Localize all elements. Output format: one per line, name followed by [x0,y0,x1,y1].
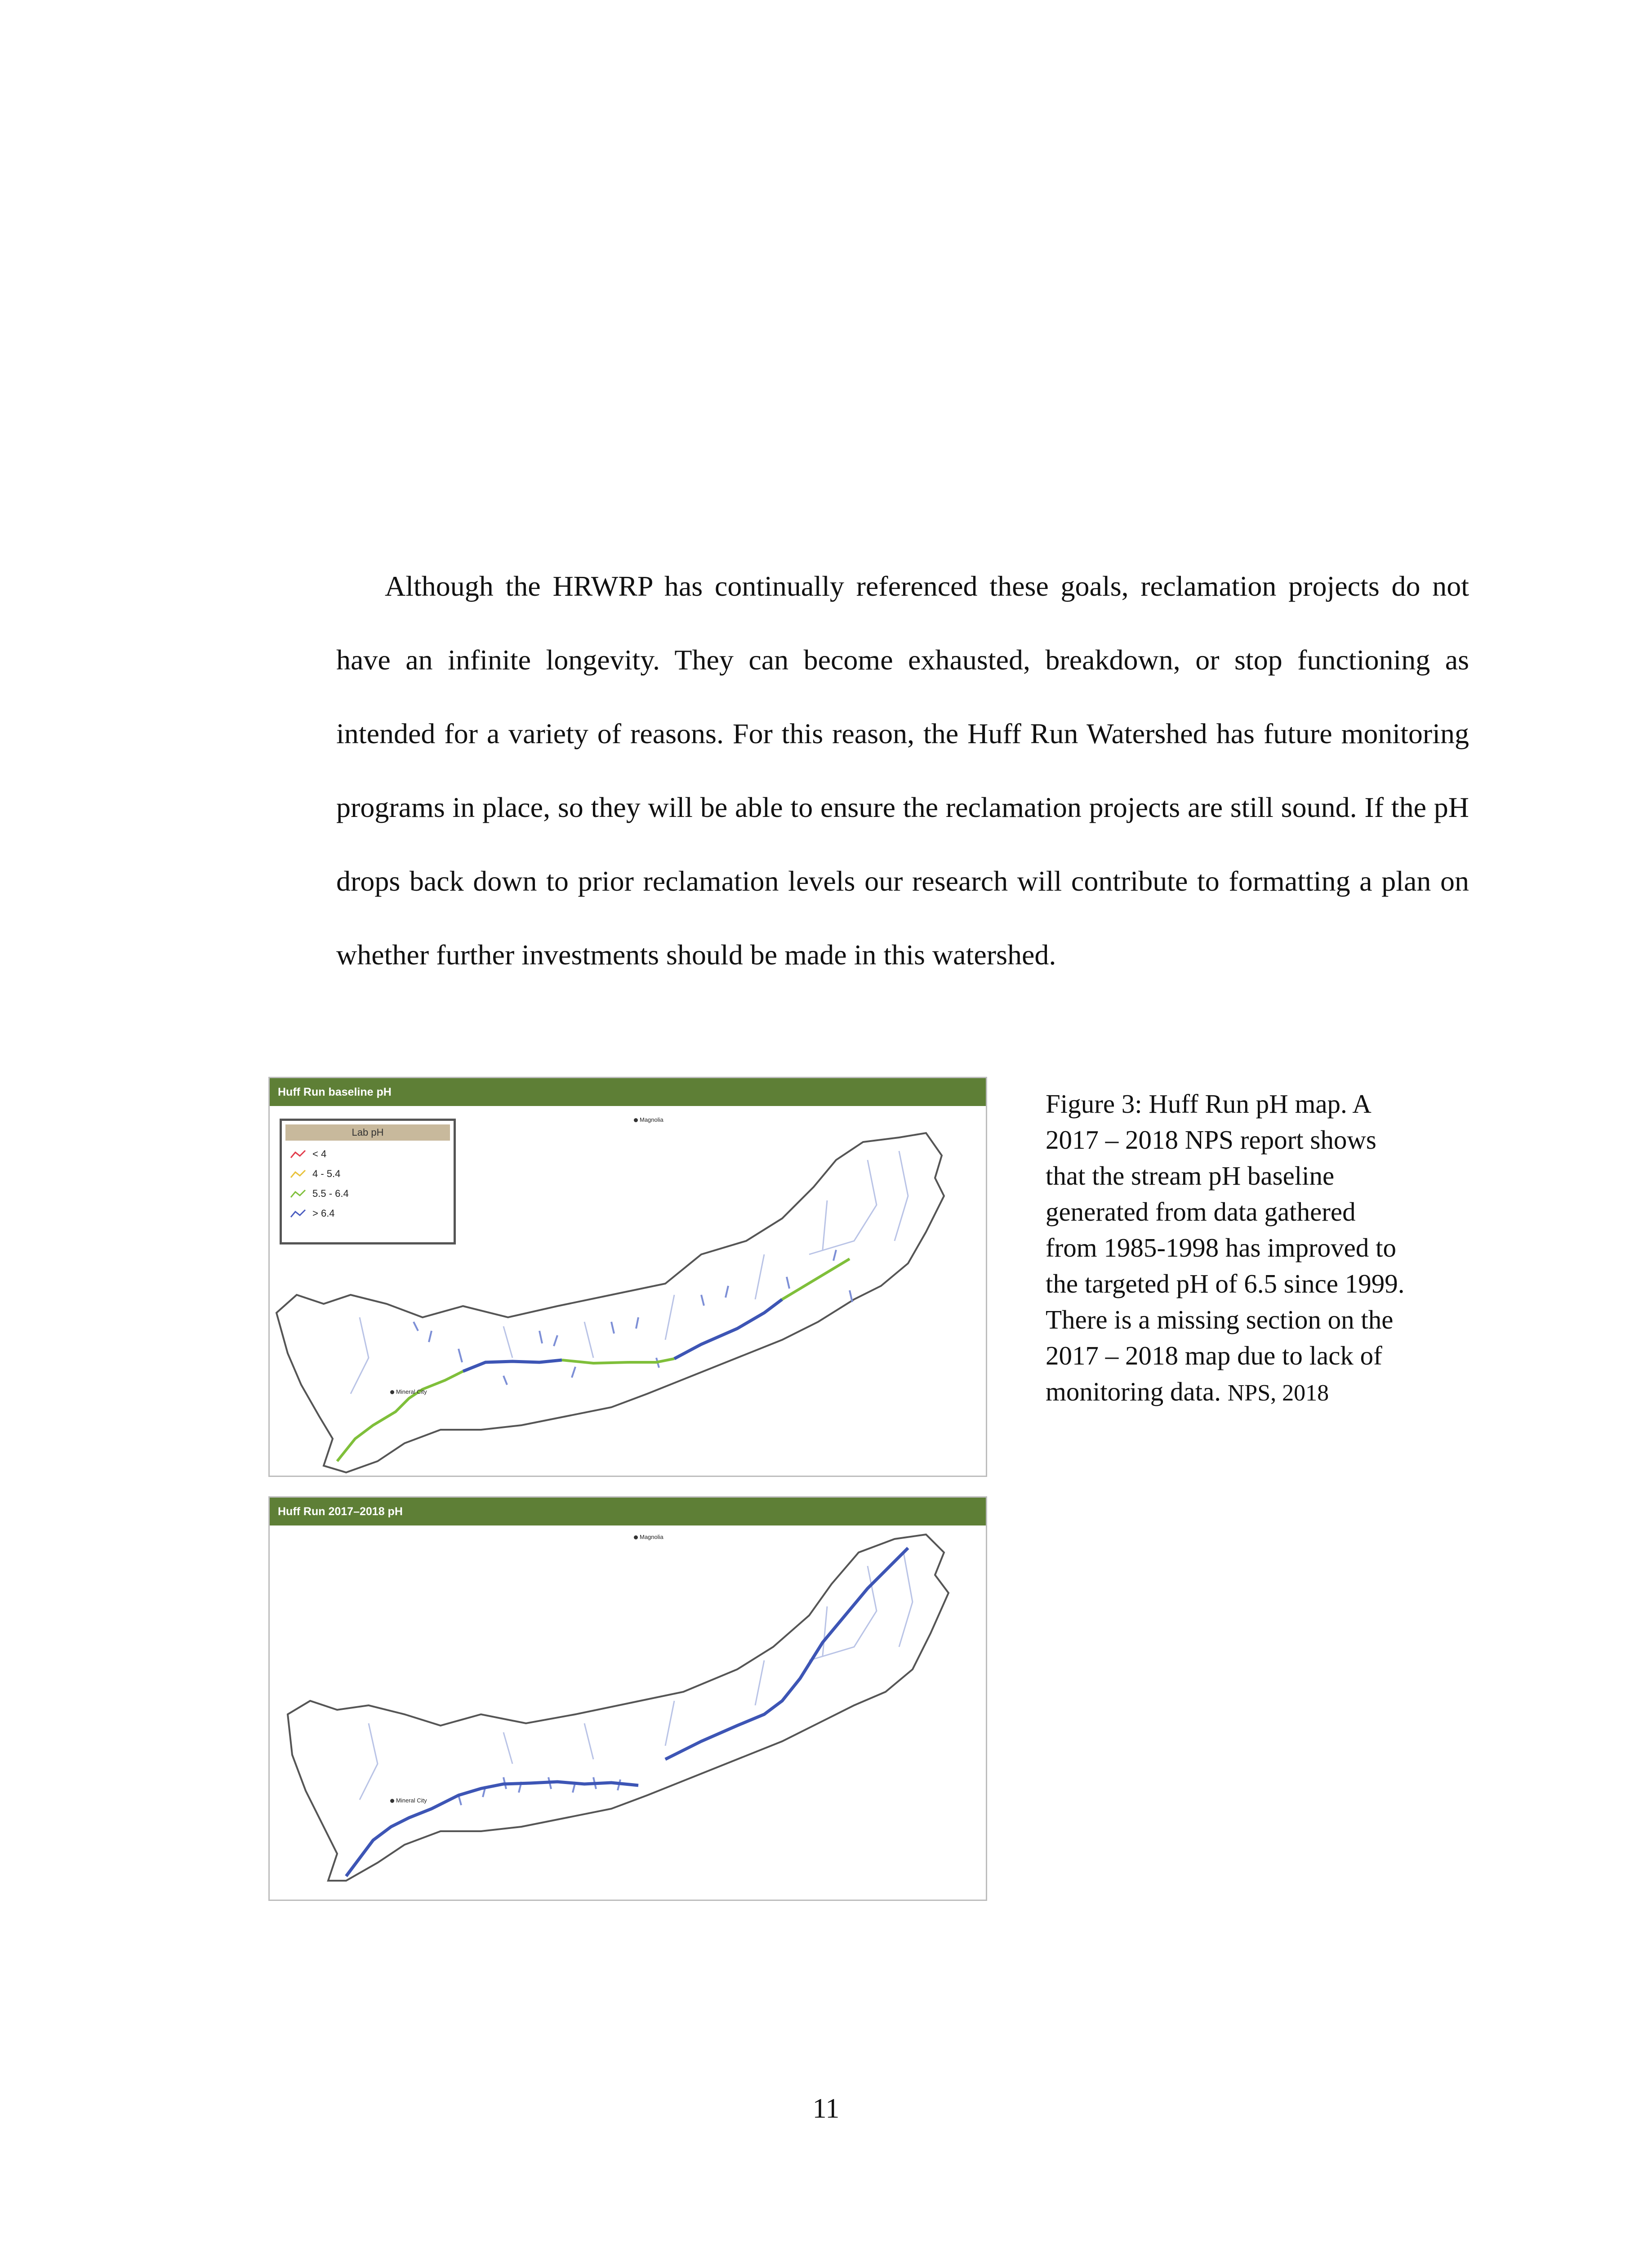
yellow-line-icon [290,1169,306,1178]
page-number: 11 [812,2093,840,2124]
place-marker-icon [390,1799,394,1803]
place-mineral-city: Mineral City [390,1797,427,1804]
place-marker-icon [634,1535,638,1539]
caption-citation: NPS, 2018 [1227,1380,1329,1406]
place-marker-icon [634,1118,638,1122]
place-magnolia: Magnolia [634,1534,663,1540]
legend-title: Lab pH [285,1124,450,1141]
legend-label: 5.5 - 6.4 [312,1188,349,1199]
2017-2018-map-title: Huff Run 2017–2018 pH [270,1498,986,1525]
baseline-map-title: Huff Run baseline pH [270,1078,986,1106]
blue-line-icon [290,1209,306,1218]
2017-2018-ph-map [268,1496,987,1901]
place-marker-icon [390,1390,394,1394]
legend-item [282,1144,454,1164]
baseline-ph-map [268,1077,987,1477]
legend-item [282,1204,454,1223]
ph-legend [280,1119,456,1244]
figure-caption [1046,1086,1405,1411]
place-magnolia: Magnolia [634,1116,663,1123]
2017-2018-map-graphic [270,1525,986,1900]
green-line-icon [290,1189,306,1198]
place-mineral-city: Mineral City [390,1388,427,1395]
legend-label: > 6.4 [312,1208,335,1219]
caption-text: Figure 3: Huff Run pH map. A 2017 – 2018 NPS report shows that the stream pH baseline generated from data gathered from 1985-1998 has improved to the targeted pH of 6.5 since 1999. There is a missing section on the 2017 – 2018 map due to lack of monitoring data. [1046,1089,1405,1406]
body-text [336,549,1469,992]
body-paragraph: Although the HRWRP has continually referenced these goals, reclamation projects do not have an infinite longevity. They can become exhausted, breakdown, or stop functioning as intended for a variety of reasons. For this reason, the Huff Run Watershed has future monitoring programs in place, so they will be able to ensure the reclamation projects are still sound. If the pH drops back down to prior reclamation levels our research will contribute to formatting a plan on whether further investments should be made in this watershed. [336,570,1469,971]
legend-item [282,1164,454,1184]
legend-item [282,1184,454,1204]
red-line-icon [290,1150,306,1159]
legend-label: < 4 [312,1148,327,1160]
legend-label: 4 - 5.4 [312,1168,341,1179]
